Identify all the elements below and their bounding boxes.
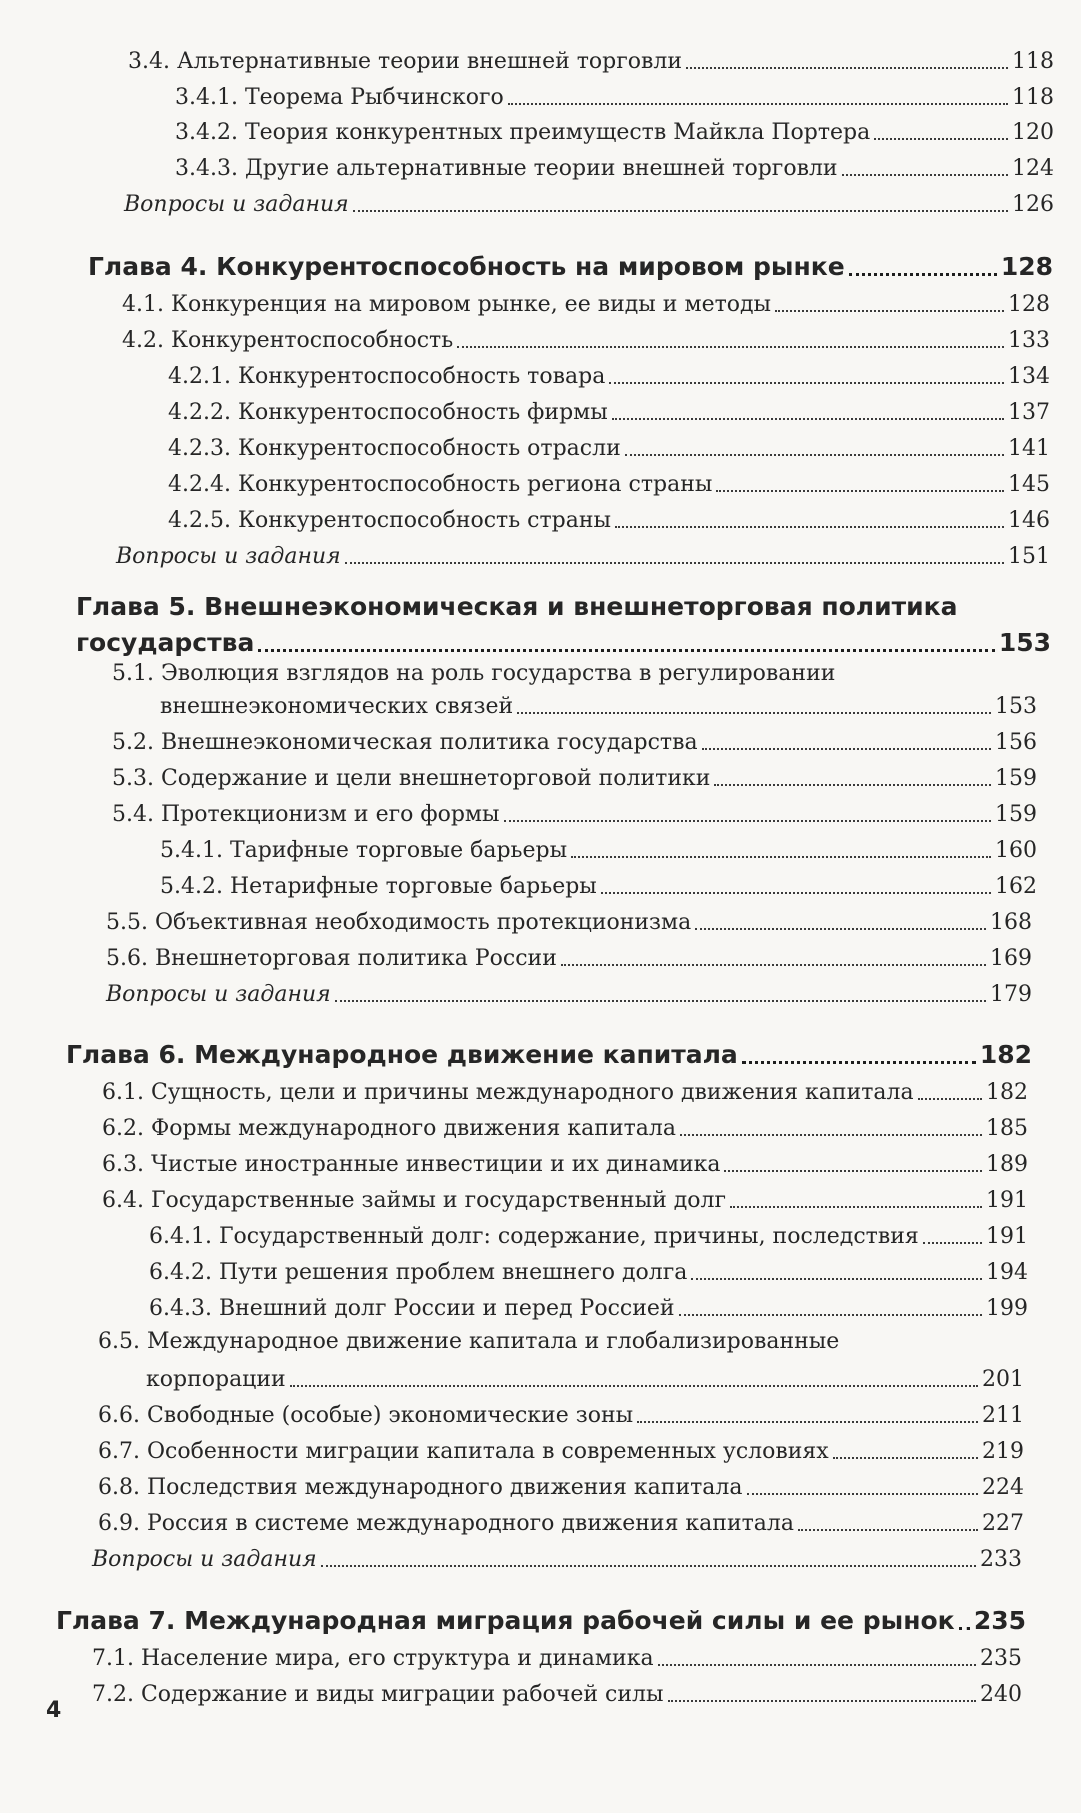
leader-dots	[842, 174, 1008, 176]
toc-entry	[175, 84, 1054, 112]
toc-entry-page: 124	[1012, 156, 1054, 181]
leader-dots	[686, 67, 1008, 69]
toc-chapter-page: 182	[979, 1040, 1032, 1069]
toc-entry-label: 5.5. Объективная необходимость протекционизма	[106, 910, 692, 935]
toc-chapter-label: государства	[76, 628, 255, 657]
toc-entry-page: 118	[1012, 49, 1054, 74]
leader-dots	[730, 1206, 982, 1208]
toc-entry-label: 6.6. Свободные (особые) экономические зоны	[98, 1403, 634, 1428]
toc-entry-page: 159	[995, 766, 1037, 791]
toc-entry-label: 5.3. Содержание и цели внешнеторговой политики	[112, 766, 711, 791]
leader-dots	[695, 928, 986, 930]
toc-entry-page: 145	[1008, 472, 1050, 497]
leader-dots	[775, 310, 1004, 312]
toc-chapter	[66, 1040, 1032, 1070]
toc-entry-label: внешнеэкономических связей	[160, 694, 514, 719]
leader-dots	[561, 964, 986, 966]
leader-dots	[345, 562, 1004, 564]
toc-entry-page: 128	[1008, 292, 1050, 317]
toc-entry-page: 120	[1012, 120, 1054, 145]
toc-entry-label: 6.3. Чистые иностранные инвестиции и их динамика	[102, 1152, 721, 1177]
leader-dots	[637, 1421, 978, 1423]
toc-chapter-page: 128	[1000, 252, 1053, 281]
toc-entry-page: 185	[986, 1116, 1028, 1141]
toc-entry	[112, 693, 1037, 721]
toc-entry	[168, 363, 1050, 391]
toc-entry-page: 201	[982, 1367, 1024, 1392]
leader-dots	[668, 1700, 977, 1702]
toc-entry-questions	[106, 981, 1032, 1009]
toc-entry-label: 5.4.2. Нетарифные торговые барьеры	[160, 874, 597, 899]
toc-entry-line1: 5.1. Эволюция взглядов на роль государства в регулировании	[112, 661, 836, 686]
toc-entry-page: 159	[995, 802, 1037, 827]
leader-dots	[658, 1664, 976, 1666]
leader-dots	[615, 526, 1004, 528]
toc-entry-label: 6.7. Особенности миграции капитала в современных условиях	[98, 1439, 829, 1464]
toc-entry-label: 6.4.2. Пути решения проблем внешнего долга	[149, 1260, 688, 1285]
leader-dots	[290, 1385, 978, 1387]
toc-entry-label: Вопросы и задания	[124, 192, 349, 217]
toc-entry-page: 194	[986, 1260, 1028, 1285]
toc-entry-label: 3.4. Альтернативные теории внешней торговли	[128, 49, 683, 74]
toc-entry	[106, 945, 1032, 973]
leader-dots	[714, 784, 991, 786]
leader-dots	[742, 1061, 976, 1064]
toc-chapter	[88, 252, 1053, 282]
leader-dots	[918, 1098, 982, 1100]
toc-entry-page: 133	[1008, 328, 1050, 353]
toc-entry	[98, 1510, 1024, 1538]
toc-entry-line1: 6.5. Международное движение капитала и глобализированные	[98, 1329, 840, 1354]
toc-chapter-label: Глава 6. Международное движение капитала	[66, 1040, 738, 1069]
toc-entry	[160, 873, 1037, 901]
toc-entry	[128, 48, 1054, 76]
toc-entry-label: 5.6. Внешнеторговая политика России	[106, 946, 557, 971]
leader-dots	[833, 1457, 978, 1459]
toc-entry-page: 168	[990, 910, 1032, 935]
toc-entry	[112, 729, 1037, 757]
toc-entry-page: 137	[1008, 400, 1050, 425]
toc-entry-label: 4.2.2. Конкурентоспособность фирмы	[168, 400, 608, 425]
toc-entry-label: 6.2. Формы международного движения капитала	[102, 1116, 676, 1141]
toc-entry-page: 240	[980, 1682, 1022, 1707]
toc-entry-page: 156	[995, 730, 1037, 755]
toc-entry	[168, 471, 1050, 499]
toc-chapter-line1: Глава 5. Внешнеэкономическая и внешнеторговая политика	[76, 592, 958, 621]
toc-entry	[149, 1223, 1028, 1251]
toc-entry	[102, 1115, 1028, 1143]
leader-dots	[680, 1134, 982, 1136]
toc-entry-questions	[116, 543, 1050, 571]
toc-entry-page: 189	[986, 1152, 1028, 1177]
toc-entry-page: 233	[980, 1547, 1022, 1572]
toc-entry-page: 211	[982, 1403, 1024, 1428]
leader-dots	[571, 856, 991, 858]
toc-chapter-label: Глава 7. Международная миграция рабочей силы и ее рынок	[56, 1606, 955, 1635]
toc-entry-questions	[92, 1546, 1022, 1574]
toc-entry-page: 153	[995, 694, 1037, 719]
toc-entry-page: 191	[986, 1224, 1028, 1249]
leader-dots	[716, 490, 1004, 492]
toc-entry-page: 182	[986, 1080, 1028, 1105]
leader-dots	[874, 138, 1008, 140]
toc-entry-label: Вопросы и задания	[106, 982, 331, 1007]
toc-entry	[160, 837, 1037, 865]
toc-entry-page: 235	[980, 1646, 1022, 1671]
toc-entry-page: 191	[986, 1188, 1028, 1213]
leader-dots	[517, 712, 991, 714]
toc-entry	[112, 765, 1037, 793]
leader-dots	[959, 1627, 970, 1630]
toc-chapter-label: Глава 4. Конкурентоспособность на мировом рынке	[88, 252, 845, 281]
toc-entry-page: 169	[990, 946, 1032, 971]
leader-dots	[691, 1278, 982, 1280]
toc-entry	[106, 909, 1032, 937]
toc-entry	[98, 1438, 1024, 1466]
toc-entry-page: 162	[995, 874, 1037, 899]
toc-entry-label: 4.2.4. Конкурентоспособность региона страны	[168, 472, 713, 497]
toc-entry-label: 6.8. Последствия международного движения капитала	[98, 1475, 743, 1500]
leader-dots	[849, 273, 997, 276]
page-number: 4	[46, 1698, 62, 1723]
toc-entry-label: Вопросы и задания	[116, 544, 341, 569]
toc-chapter-page: 153	[998, 628, 1051, 657]
toc-chapter	[56, 1606, 1026, 1636]
leader-dots	[923, 1242, 982, 1244]
toc-entry-label: Вопросы и задания	[92, 1547, 317, 1572]
toc-entry-label: 4.2. Конкурентоспособность	[122, 328, 454, 353]
toc-entry	[98, 1474, 1024, 1502]
toc-entry	[92, 1681, 1022, 1709]
toc-entry-page: 141	[1008, 436, 1050, 461]
leader-dots	[508, 103, 1008, 105]
toc-entry-label: 4.2.1. Конкурентоспособность товара	[168, 364, 606, 389]
toc-entry-label: 7.2. Содержание и виды миграции рабочей силы	[92, 1682, 664, 1707]
leader-dots	[457, 346, 1004, 348]
leader-dots	[601, 892, 991, 894]
toc-entry-label: 7.1. Население мира, его структура и динамика	[92, 1646, 654, 1671]
toc-entry-page: 118	[1012, 85, 1054, 110]
toc-entry-questions	[124, 191, 1054, 219]
leader-dots	[612, 418, 1004, 420]
toc-entry	[168, 507, 1050, 535]
toc-entry-label: 3.4.1. Теорема Рыбчинского	[175, 85, 504, 110]
leader-dots	[353, 210, 1008, 212]
toc-entry-page: 219	[982, 1439, 1024, 1464]
leader-dots	[702, 748, 991, 750]
toc-entry-label: 5.2. Внешнеэкономическая политика государства	[112, 730, 698, 755]
toc-entry	[102, 1151, 1028, 1179]
toc-entry	[122, 327, 1050, 355]
toc-entry-page: 146	[1008, 508, 1050, 533]
leader-dots	[504, 820, 991, 822]
leader-dots	[798, 1529, 978, 1531]
toc-entry-label: 6.9. Россия в системе международного движения капитала	[98, 1511, 795, 1536]
toc-entry	[168, 399, 1050, 427]
toc-entry-label: 5.4.1. Тарифные торговые барьеры	[160, 838, 568, 863]
toc-entry-page: 179	[990, 982, 1032, 1007]
leader-dots	[609, 382, 1004, 384]
leader-dots	[625, 454, 1004, 456]
leader-dots	[335, 1000, 986, 1002]
leader-dots	[321, 1565, 976, 1567]
toc-entry-page: 126	[1012, 192, 1054, 217]
toc-entry-label: 6.1. Сущность, цели и причины международного движения капитала	[102, 1080, 914, 1105]
toc-entry-page: 199	[986, 1296, 1028, 1321]
leader-dots	[747, 1493, 979, 1495]
toc-entry	[112, 801, 1037, 829]
toc-entry-page: 224	[982, 1475, 1024, 1500]
toc-entry	[98, 1366, 1024, 1394]
toc-entry-label: 6.4.3. Внешний долг России и перед Россией	[149, 1296, 675, 1321]
toc-entry	[175, 119, 1054, 147]
toc-entry-label: 6.4. Государственные займы и государственный долг	[102, 1188, 727, 1213]
toc-entry-page: 151	[1008, 544, 1050, 569]
toc-entry	[92, 1645, 1022, 1673]
leader-dots	[258, 649, 995, 652]
toc-entry-label: корпорации	[146, 1367, 286, 1392]
toc-entry-label: 3.4.3. Другие альтернативные теории внешней торговли	[175, 156, 838, 181]
toc-entry	[168, 435, 1050, 463]
toc-entry	[98, 1402, 1024, 1430]
toc-chapter-page: 235	[973, 1606, 1026, 1635]
toc-entry-page: 134	[1008, 364, 1050, 389]
toc-entry	[102, 1079, 1028, 1107]
toc-entry-label: 6.4.1. Государственный долг: содержание, причины, последствия	[149, 1224, 919, 1249]
toc-entry	[102, 1187, 1028, 1215]
toc-entry	[175, 155, 1054, 183]
toc-entry	[149, 1295, 1028, 1323]
toc-entry	[122, 291, 1050, 319]
toc-entry-label: 4.2.3. Конкурентоспособность отрасли	[168, 436, 621, 461]
toc-entry-label: 5.4. Протекционизм и его формы	[112, 802, 500, 827]
leader-dots	[724, 1170, 982, 1172]
toc-entry-label: 3.4.2. Теория конкурентных преимуществ Майкла Портера	[175, 120, 871, 145]
toc-entry-label: 4.1. Конкуренция на мировом рынке, ее виды и методы	[122, 292, 772, 317]
toc-chapter	[76, 628, 1051, 658]
leader-dots	[679, 1314, 982, 1316]
toc-entry-label: 4.2.5. Конкурентоспособность страны	[168, 508, 612, 533]
toc-entry-page: 227	[982, 1511, 1024, 1536]
toc-entry-page: 160	[995, 838, 1037, 863]
toc-entry	[149, 1259, 1028, 1287]
